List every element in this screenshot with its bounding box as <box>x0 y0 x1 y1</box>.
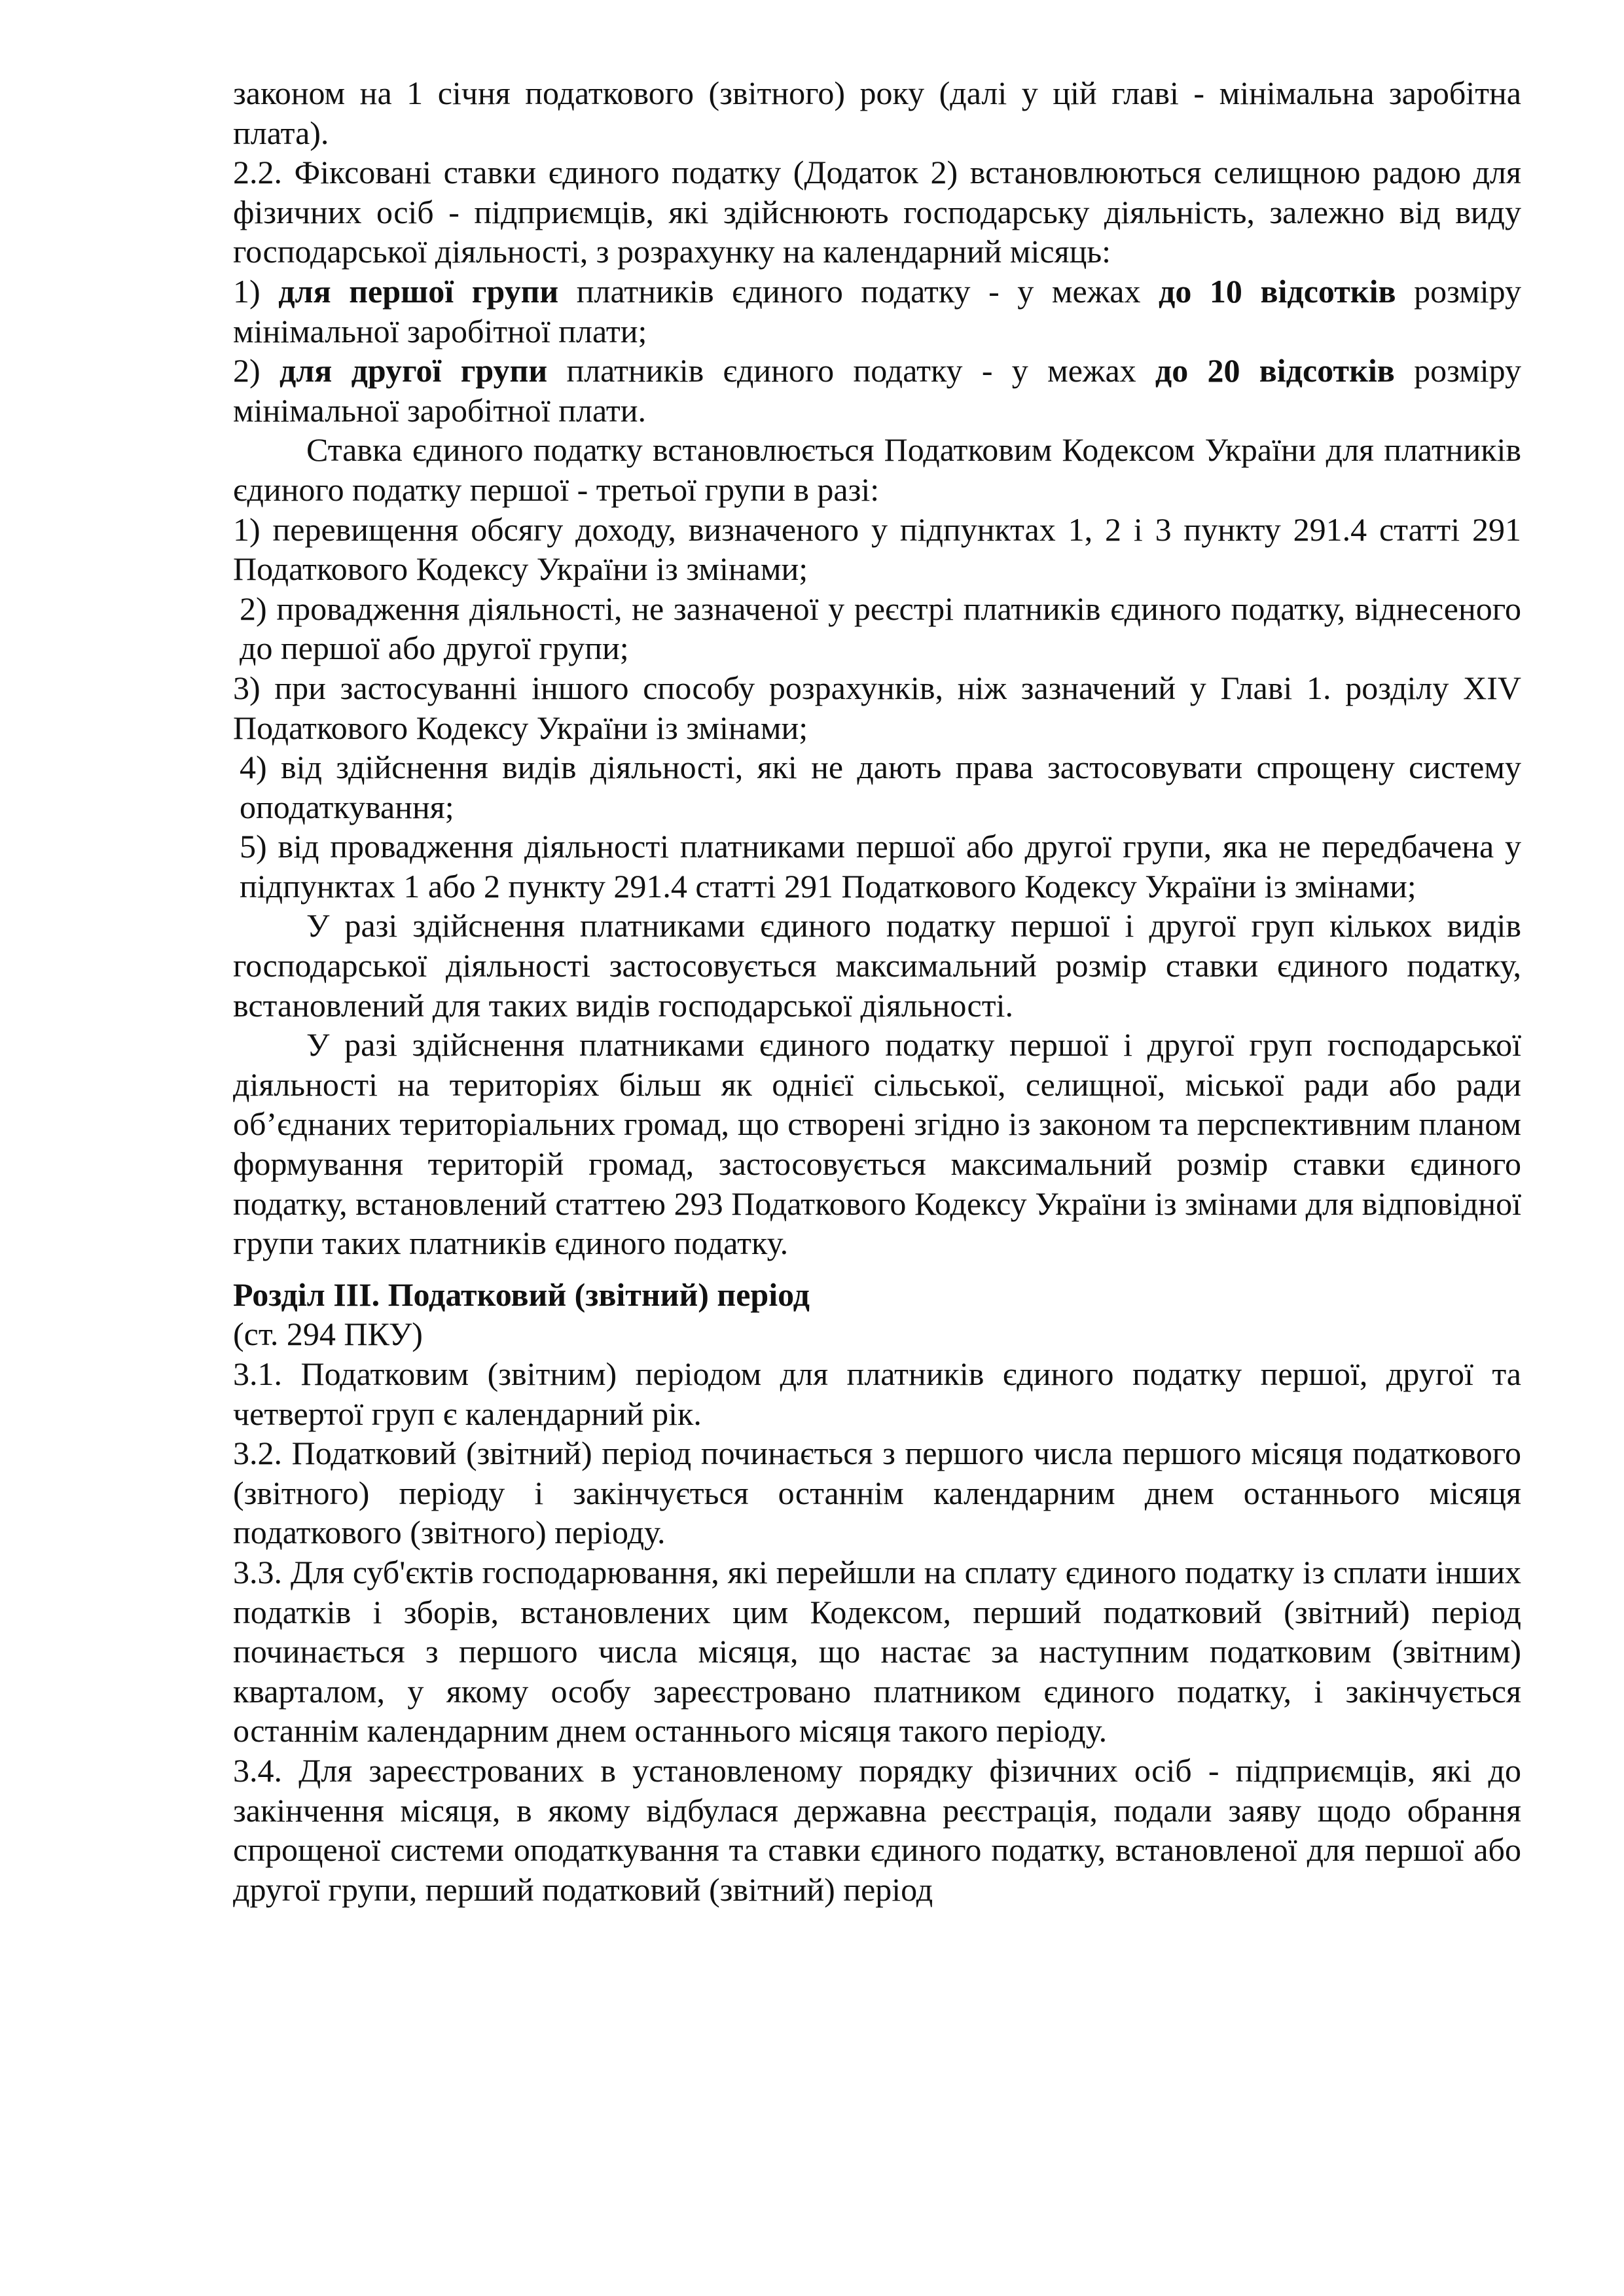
clause-3-1: 3.1. Податковим (звітним) періодом для платників єдиного податку першої, другої та четвертої груп є календарний рік. <box>233 1355 1521 1432</box>
rate-group-2-tail: розміру мінімальної заробітної плати. <box>233 352 1521 429</box>
section-3-title: Розділ ІІІ. Податковий (звітний) період <box>233 1276 810 1313</box>
document-page <box>233 73 1521 1909</box>
section-3-reference: (ст. 294 ПКУ) <box>233 1316 423 1353</box>
rate-group-1-tail: розміру мінімальної заробітної плати; <box>233 272 1522 350</box>
case-item-5: 5) від провадження діяльності платниками першої або другої групи, яка не передбачена у підпунктах 1 або 2 пункту 291.4 статті 291 Податкового Кодексу України із змінами; <box>240 828 1521 905</box>
case-item-3: 3) при застосуванні іншого способу розрахунків, ніж зазначений у Главі 1. розділу XIV Податкового Кодексу України із змінами; <box>233 669 1521 746</box>
rate-group-2 <box>233 351 1521 430</box>
rate-group-2-limit: до 20 відсотків <box>1155 352 1395 389</box>
rate-group-1 <box>233 272 1521 351</box>
case-item-1: 1) перевищення обсягу доходу, визначеного у підпунктах 1, 2 і 3 пункту 291.4 статті 291 Податкового Кодексу України із змінами; <box>233 511 1521 588</box>
case-item-2: 2) провадження діяльності, не зазначеної у реєстрі платників єдиного податку, віднесеного до першої або другої групи; <box>240 590 1521 667</box>
rate-group-1-number: 1) <box>233 272 279 310</box>
rate-group-2-text: платників єдиного податку - у межах <box>547 352 1155 389</box>
clause-2-2: 2.2. Фіксовані ставки єдиного податку (Додаток 2) встановлюються селищною радою для фізичних осіб - підприємців, які здійснюють господарську діяльність, залежно від виду господарської діяльності, з розрахунку на календарний місяць: <box>233 154 1521 270</box>
rate-group-2-label: для другої групи <box>279 352 548 389</box>
case-item-4: 4) від здійснення видів діяльності, які не дають права застосовувати спрощену систему оподаткування; <box>240 749 1521 825</box>
rate-intro: Ставка єдиного податку встановлюється Податковим Кодексом України для платників єдиного податку першої - третьої групи в разі: <box>233 431 1521 508</box>
rate-group-1-label: для першої групи <box>278 272 559 310</box>
rate-group-2-number: 2) <box>233 352 280 389</box>
rate-group-1-text: платників єдиного податку - у межах <box>558 272 1159 310</box>
rate-group-1-limit: до 10 відсотків <box>1159 272 1396 310</box>
clause-3-2: 3.2. Податковий (звітний) період починається з першого числа першого місяця податкового (звітного) періоду і закінчується останнім календарним днем останнього місяця податкового (звітного) періоду. <box>233 1435 1521 1551</box>
section2-continuation: законом на 1 січня податкового (звітного) року (далі у цій главі - мінімальна заробітна плата). <box>233 75 1521 151</box>
multiple-territories-paragraph: У разі здійснення платниками єдиного податку першої і другої груп господарської діяльності на територіях більш як однієї сільської, селищної, міської ради або ради об’єднаних територіальних громад, що створені згідно із законом та перспективним планом формування територій громад, застосовується максимальний розмір ставки єдиного податку, встановлений статтею 293 Податкового Кодексу України із змінами для відповідної групи таких платників єдиного податку. <box>233 1026 1521 1262</box>
multiple-activities-paragraph: У разі здійснення платниками єдиного податку першої і другої груп кількох видів господарської діяльності застосовується максимальний розмір ставки єдиного податку, встановлений для таких видів господарської діяльності. <box>233 907 1521 1024</box>
clause-3-4: 3.4. Для зареєстрованих в установленому порядку фізичних осіб - підприємців, які до закінчення місяця, в якому відбулася державна реєстрація, подали заяву щодо обрання спрощеної системи оподаткування та ставки єдиного податку, встановленої для першої або другої групи, перший податковий (звітний) період <box>233 1751 1521 1908</box>
clause-3-3: 3.3. Для суб'єктів господарювання, які перейшли на сплату єдиного податку із сплати інших податків і зборів, встановлених цим Кодексом, перший податковий (звітний) період починається з першого числа місяця, що настає за наступним податковим (звітним) кварталом, у якому особу зареєстровано платником єдиного податку, і закінчується останнім календарним днем останнього місяця такого періоду. <box>233 1553 1521 1749</box>
